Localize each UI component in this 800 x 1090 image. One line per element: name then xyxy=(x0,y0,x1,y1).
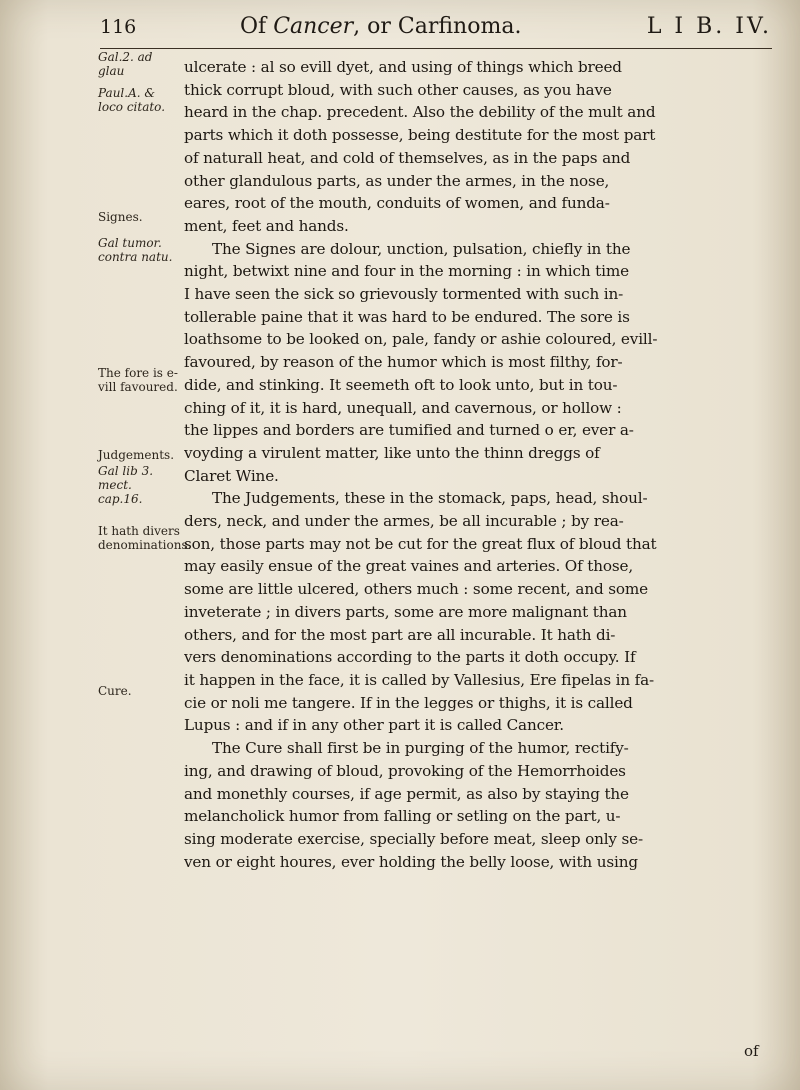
text-line: favoured, by reason of the humor which is most filthy, for- xyxy=(184,353,623,372)
margin-note: The fore is e- vill favoured. xyxy=(98,366,178,394)
text-line: The Cure shall first be in purging of the humor, rectify- xyxy=(212,739,629,758)
text-line: son, those parts may not be cut for the great flux of bloud that xyxy=(184,534,657,553)
text-line: dide, and stinking. It seemeth oft to look unto, but in tou- xyxy=(184,375,618,394)
text-line: voyding a virulent matter, like unto the thinn dreggs of xyxy=(184,443,600,462)
text-line: eares, root of the mouth, conduits of women, and funda- xyxy=(184,194,610,213)
text-line: ders, neck, and under the armes, be all incurable ; by rea- xyxy=(184,512,624,531)
text-line: ing, and drawing of bloud, provoking of the Hemorrhoides xyxy=(184,761,626,780)
text-line: heard in the chap. precedent. Also the debility of the mult and xyxy=(184,103,656,122)
text-line: vers denominations according to the parts it doth occupy. If xyxy=(184,648,636,667)
running-header xyxy=(100,10,772,49)
margin-note: Gal tumor. contra natu. xyxy=(98,236,173,264)
text-line: tollerable paine that it was hard to be endured. The sore is xyxy=(184,307,630,326)
margin-note: Gal lib 3. mect. cap.16. xyxy=(98,464,154,506)
text-line: The Signes are dolour, unction, pulsation, chiefly in the xyxy=(212,239,631,258)
page-number: 116 xyxy=(100,16,137,38)
text-line: loathsome to be looked on, pale, fandy or ashie coloured, evill- xyxy=(184,330,658,349)
text-line: sing moderate exercise, specially before meat, sleep only se- xyxy=(184,829,644,848)
title-rest: , or Carfinoma. xyxy=(353,14,522,39)
margin-note: Signes. xyxy=(98,210,143,224)
text-line: other glandulous parts, as under the armes, in the nose, xyxy=(184,171,610,190)
text-line: Claret Wine. xyxy=(184,466,279,485)
text-line: ulcerate : al so evill dyet, and using of things which breed xyxy=(184,58,622,76)
catchword: of xyxy=(744,1042,759,1060)
title-cancer: Cancer xyxy=(273,14,354,39)
margin-note: Judgements. xyxy=(98,448,175,462)
text-line: some are little ulcered, others much : some recent, and some xyxy=(184,580,648,599)
text-line: ching of it, it is hard, unequall, and cavernous, or hollow : xyxy=(184,398,622,417)
margin-note: Cure. xyxy=(98,684,132,698)
text-line: and monethly courses, if age permit, as also by staying the xyxy=(184,784,629,803)
margin-note: It hath divers denominations. xyxy=(98,524,192,552)
title-prefix: Of xyxy=(240,14,267,39)
text-line: thick corrupt bloud, with such other causes, as you have xyxy=(184,80,612,99)
text-line: ment, feet and hands. xyxy=(184,216,349,235)
text-line: it happen in the face, it is called by Vallesius, Ere fipelas in fa- xyxy=(184,670,655,689)
text-line: parts which it doth possesse, being destitute for the most part xyxy=(184,126,656,145)
text-line: others, and for the most part are all incurable. It hath di- xyxy=(184,625,616,644)
margin-note: Paul.A. & loco citato. xyxy=(98,86,166,114)
running-title xyxy=(240,14,521,39)
text-line: of naturall heat, and cold of themselves, as in the paps and xyxy=(184,148,631,167)
text-line: The Judgements, these in the stomack, paps, head, shoul- xyxy=(212,489,648,508)
text-line: I have seen the sick so grievously tormented with such in- xyxy=(184,285,624,304)
text-line: night, betwixt nine and four in the morning : in which time xyxy=(184,262,629,281)
text-line: ven or eight houres, ever holding the belly loose, with using xyxy=(184,852,638,871)
text-line: may easily ensue of the great vaines and arteries. Of those, xyxy=(184,557,633,576)
text-line: melancholick humor from falling or setling on the part, u- xyxy=(184,807,621,826)
book-number: L I B. IV. xyxy=(646,14,772,39)
text-line: Lupus : and if in any other part it is called Cancer. xyxy=(184,716,564,735)
margin-note: Gal.2. ad glau xyxy=(98,50,153,78)
text-line: cie or noli me tangere. If in the legges or thighs, it is called xyxy=(184,693,633,712)
text-line: inveterate ; in divers parts, some are more malignant than xyxy=(184,602,627,621)
body-text xyxy=(184,56,782,873)
margin-notes xyxy=(98,50,192,1050)
text-line: the lippes and borders are tumified and turned o er, ever a- xyxy=(184,421,634,440)
